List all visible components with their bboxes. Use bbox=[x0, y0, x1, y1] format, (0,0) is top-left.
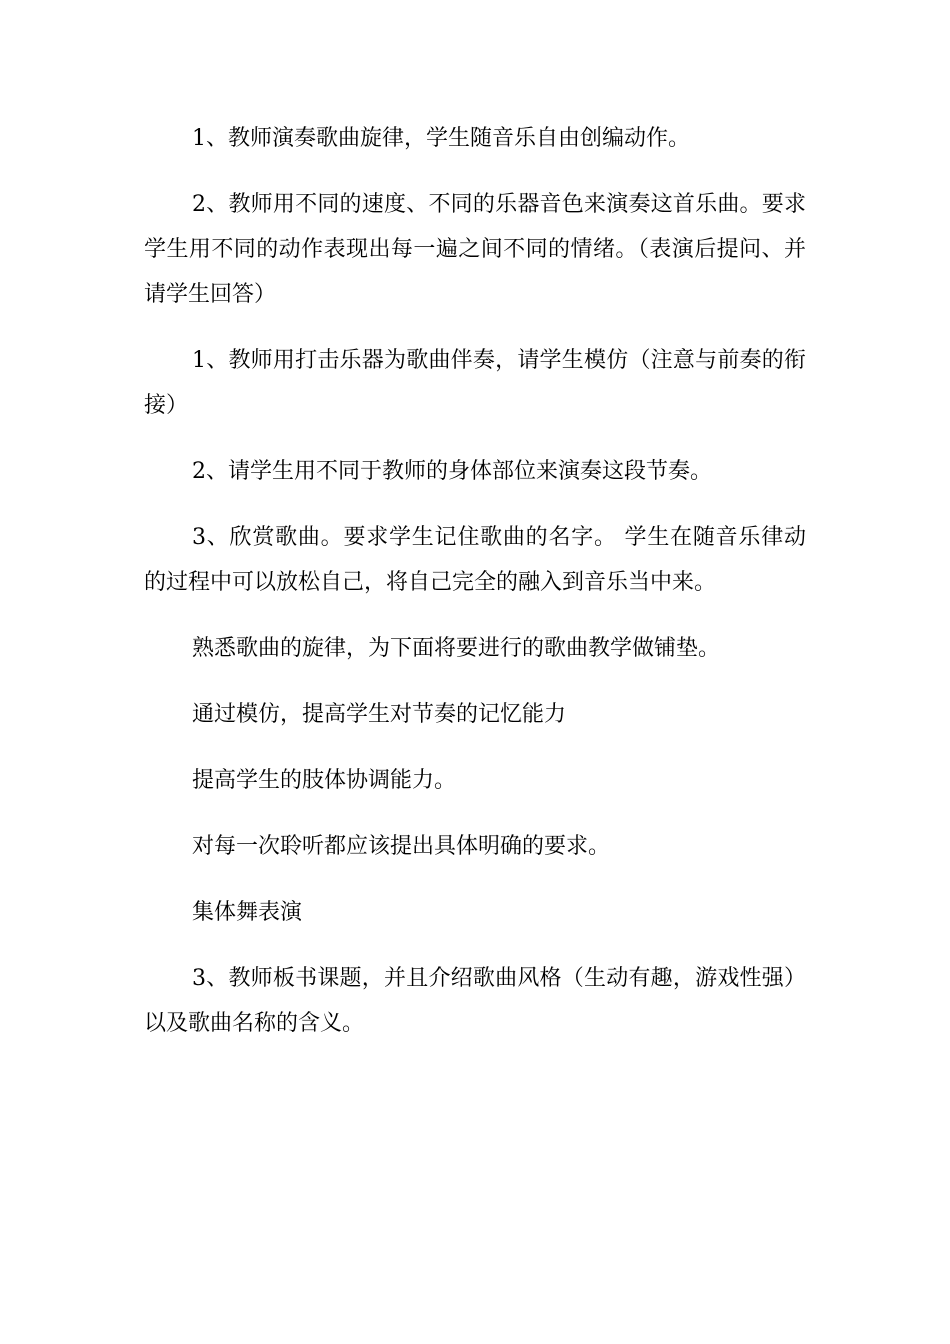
paragraph-3: 1、教师用打击乐器为歌曲伴奏，请学生模仿（注意与前奏的衔接） bbox=[144, 348, 806, 418]
paragraph-7: 通过模仿，提高学生对节奏的记忆能力 bbox=[192, 702, 567, 727]
paragraph-4: 2、请学生用不同于教师的身体部位来演奏这段节奏。 bbox=[192, 459, 712, 484]
paragraph-11: 3、教师板书课题，并且介绍歌曲风格（生动有趣，游戏性强）以及歌曲名称的含义。 bbox=[144, 966, 806, 1036]
paragraph-5: 3、欣赏歌曲。要求学生记住歌曲的名字。 学生在随音乐律动的过程中可以放松自己，将自己完全的融入到音乐当中来。 bbox=[144, 525, 806, 595]
paragraph-9: 对每一次聆听都应该提出具体明确的要求。 bbox=[192, 834, 611, 859]
paragraph-2: 2、教师用不同的速度、不同的乐器音色来演奏这首乐曲。要求学生用不同的动作表现出每一遍之间不同的情绪。（表演后提问、并请学生回答） bbox=[144, 192, 806, 307]
paragraph-8: 提高学生的肢体协调能力。 bbox=[192, 768, 457, 793]
paragraph-6: 熟悉歌曲的旋律，为下面将要进行的歌曲教学做铺垫。 bbox=[192, 636, 721, 661]
document-body bbox=[144, 116, 806, 1067]
paragraph-1: 1、教师演奏歌曲旋律，学生随音乐自由创编动作。 bbox=[192, 126, 690, 151]
paragraph-10: 集体舞表演 bbox=[192, 900, 303, 925]
